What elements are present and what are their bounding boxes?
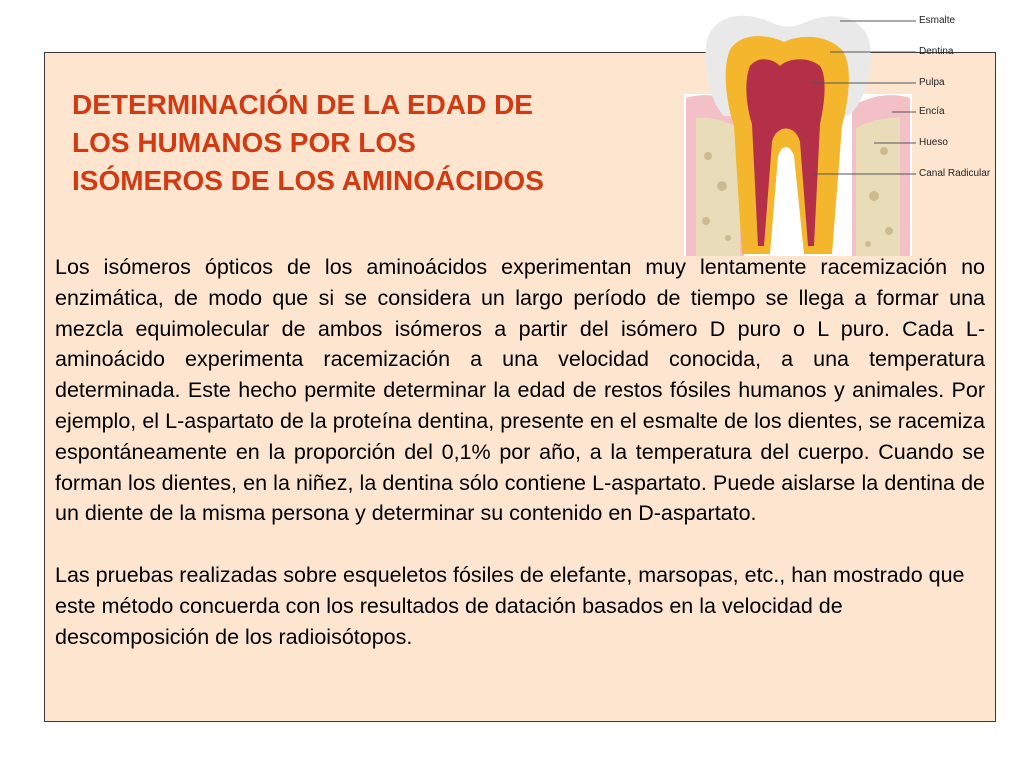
body-text xyxy=(55,252,985,653)
tooth-diagram xyxy=(684,6,1014,256)
label-gum: Encía xyxy=(919,106,945,117)
paragraph-1: Los isómeros ópticos de los aminoácidos experimentan muy lentamente racemización no enzimática, de modo que si se considera un largo período de tiempo se llega a formar una mezcla equimolecular de ambos isómeros a partir del isómero D puro o L puro. Cada L-aminoácido experimenta racemización a una velocidad conocida, a una temperatura determinada. Este hecho permite determinar la edad de restos fósiles humanos y animales. Por ejemplo, el L-aspartato de la proteína dentina, presente en el esmalte de los dientes, se racemiza espontáneamente en la proporción del 0,1% por año, a la temperatura del cuerpo. Cuando se forman los dientes, en la niñez, la dentina sólo contiene L-aspartato. Puede aislarse la dentina de un diente de la misma persona y determinar su contenido en D-aspartato. xyxy=(55,255,985,526)
label-enamel: Esmalte xyxy=(919,15,956,26)
label-pulp: Pulpa xyxy=(919,77,945,88)
title-line-2: LOS HUMANOS POR LOS xyxy=(72,127,416,158)
title-line-3: ISÓMEROS DE LOS AMINOÁCIDOS xyxy=(72,165,544,196)
title-line-1: DETERMINACIÓN DE LA EDAD DE xyxy=(72,89,533,120)
label-bone: Hueso xyxy=(919,137,948,148)
page-title xyxy=(72,86,672,200)
tooth-illustration xyxy=(684,6,1014,256)
paragraph-2: Las pruebas realizadas sobre esqueletos fósiles de elefante, marsopas, etc., han mostrado que este método concuerda con los resultados de datación basados en la velocidad de descomposición de los radioisótopos. xyxy=(55,563,965,649)
label-dentin: Dentina xyxy=(919,46,954,57)
label-root-canal: Canal Radicular xyxy=(919,168,991,179)
